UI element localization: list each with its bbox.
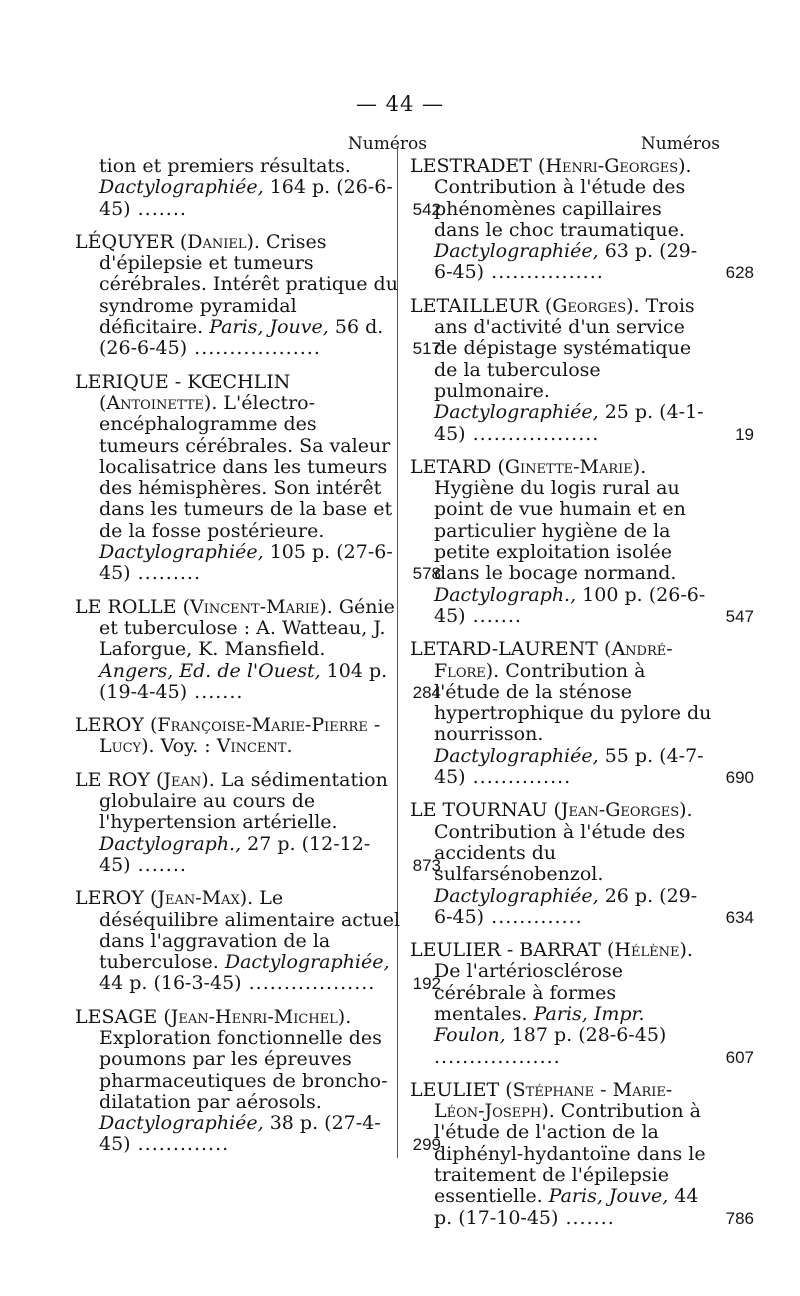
- entry-publisher: Dactylographiée,: [434, 401, 599, 424]
- entry-leader-dots: ..................: [187, 337, 321, 360]
- entry-number: 628: [725, 263, 754, 283]
- entry-title: Contribution à l'étude des phénomènes capillaires dans le choc traumatique.: [434, 176, 686, 241]
- entry-title: tion et premiers résultats.: [99, 155, 351, 177]
- entry-author-given-names: (André-Flore).: [434, 638, 673, 682]
- entry-publisher: Dactylographiée,: [99, 1112, 264, 1135]
- entry-leader-dots: .............: [484, 905, 583, 928]
- entry-author-given-names: (Daniel).: [179, 230, 260, 253]
- entry-text: [75, 888, 401, 994]
- entry-title: La sédimentation globulaire au cours de l'hypertension artérielle.: [99, 768, 388, 834]
- catalog-entry: [75, 230, 441, 360]
- entry-text: [410, 156, 712, 284]
- entry-number: 873: [412, 855, 441, 875]
- entry-pages-date: 55 p. (4-7-45): [434, 744, 704, 789]
- catalog-entry: [75, 887, 441, 995]
- entry-number: 542: [412, 199, 441, 219]
- entry-author-given-names: (Jean-Georges).: [553, 799, 693, 822]
- entry-pages-date: Vincent.: [216, 735, 293, 758]
- entry-publisher: Dactylographiée,: [434, 884, 599, 907]
- entry-author-given-names: (Hélène).: [607, 939, 693, 962]
- entry-pages-date: 100 p. (26-6-45): [434, 583, 706, 627]
- entry-title: Contribution à l'étude de l'action de la diphényl-hydantoïne dans le traitement de l'épilepsie essentielle.: [434, 1100, 706, 1208]
- catalog-entry: [410, 155, 754, 284]
- catalog-entry: [410, 638, 754, 789]
- entry-leader-dots: .........: [130, 562, 201, 585]
- entry-title: Trois ans d'activité d'un service de dépistage systématique de la tuberculose pulmonaire.: [434, 294, 695, 402]
- entry-number: 578: [412, 564, 441, 584]
- entry-publisher: Dactylographiée,: [434, 240, 599, 263]
- entry-leader-dots: .......: [558, 1206, 615, 1229]
- entry-number: 284: [412, 682, 441, 702]
- entry-number: 634: [725, 907, 754, 927]
- entry-author-given-names: (Jean-Henri-Michel).: [163, 1005, 352, 1028]
- entry-pages-date: 26 p. (29-6-45): [434, 884, 698, 928]
- entry-title: De l'artériosclérose cérébrale à formes mentales.: [434, 960, 623, 1025]
- entry-list: [410, 155, 754, 1229]
- entry-author-surname: LE ROLLE: [75, 595, 177, 618]
- entry-text: [410, 296, 712, 445]
- entry-leader-dots: ..............: [465, 766, 572, 789]
- entry-publisher: Angers, Ed. de l'Ouest,: [99, 659, 321, 682]
- catalog-entry: [410, 455, 754, 627]
- entry-publisher: Dactylographiée,: [99, 176, 264, 199]
- left-column: [75, 134, 441, 1168]
- entry-list: [75, 155, 441, 1156]
- catalog-entry: [75, 715, 401, 758]
- entry-author-surname: LEROY: [75, 714, 144, 737]
- entry-title: L'électro-encéphalogramme des tumeurs cérébrales. Sa valeur localisatrice dans les tumeurs des hémisphères. Son intérêt dans les tumeurs de la base et de la fosse postérieure.: [99, 391, 393, 542]
- catalog-entry: [410, 1078, 754, 1229]
- entry-author-given-names: (Jean-Max).: [149, 887, 254, 910]
- entry-pages-date: 56 d. (26-6-45): [99, 316, 384, 360]
- entry-leader-dots: ..................: [241, 972, 376, 995]
- column-header: Numéros: [347, 134, 427, 154]
- entry-title: Le déséquilibre alimentaire actuel dans l'aggravation de la tuberculose.: [99, 887, 401, 974]
- catalog-entry: [75, 768, 441, 876]
- entry-author-surname: LE ROY: [75, 768, 150, 791]
- entry-author-surname: LETARD: [410, 455, 492, 478]
- entry-pages-date: 63 p. (29-6-45): [434, 240, 698, 284]
- entry-title: Hygiène du logis rural au point de vue humain et en particulier hygiène de la petite exploitation isolée dans le bocage normand.: [434, 477, 686, 585]
- entry-title: Crises d'épilepsie et tumeurs cérébrales. Intérêt pratique du syndrome pyramidal déficitaire.: [99, 230, 398, 339]
- catalog-entry: [75, 1005, 441, 1156]
- entry-author-given-names: (Ginette-Marie).: [497, 455, 647, 478]
- entry-author-given-names: (Henri-Georges).: [538, 155, 692, 177]
- entry-number: 690: [725, 768, 754, 788]
- entry-text: [75, 156, 401, 220]
- entry-publisher: Paris, Jouve,: [548, 1185, 669, 1208]
- entry-pages-date: 44 p. (16-3-45): [99, 972, 242, 995]
- entry-leader-dots: ..................: [434, 1045, 561, 1068]
- entry-leader-dots: ..................: [465, 422, 600, 445]
- catalog-entry: [75, 370, 441, 585]
- entry-author-surname: LÉQUYER: [75, 230, 174, 253]
- entry-text: [410, 639, 712, 788]
- entry-pages-date: 38 p. (27-4-45): [99, 1112, 381, 1156]
- right-column: [410, 134, 754, 1241]
- entry-number: 192: [412, 974, 441, 994]
- entry-leader-dots: .......: [465, 604, 522, 627]
- entry-publisher: Dactylograph.,: [434, 583, 577, 606]
- catalog-entry: [410, 799, 754, 928]
- entry-author-given-names: (Françoise-Marie-Pierre - Lucy).: [99, 714, 381, 758]
- entry-text: [410, 457, 712, 627]
- entry-author-given-names: (Antoinette).: [99, 391, 218, 414]
- page-number: — 44 —: [355, 92, 445, 116]
- entry-title: Voy. :: [154, 735, 217, 758]
- entry-text: [75, 1007, 401, 1156]
- entry-title: Contribution à l'étude des accidents du sulfarsénobenzol.: [434, 820, 686, 886]
- entry-pages-date: 104 p. (19-4-45): [99, 659, 388, 703]
- entry-pages-date: 164 p. (26-6-45): [99, 176, 393, 220]
- entry-pages-date: 27 p. (12-12-45): [99, 832, 371, 876]
- entry-author-surname: LEULIER - BARRAT: [410, 939, 601, 962]
- entry-author-surname: LEULIET: [410, 1078, 500, 1101]
- entry-leader-dots: .......: [130, 853, 187, 876]
- entry-number: 607: [725, 1047, 754, 1067]
- entry-number: 517: [412, 339, 441, 359]
- entry-text: [410, 800, 712, 928]
- entry-text: [410, 1080, 712, 1229]
- entry-number: 19: [735, 424, 754, 444]
- entry-text: [75, 770, 401, 876]
- entry-publisher: Dactylograph.,: [99, 832, 242, 855]
- entry-author-surname: LEROY: [75, 887, 144, 910]
- entry-leader-dots: .............: [130, 1133, 230, 1156]
- catalog-entry: [410, 294, 754, 445]
- entry-author-surname: LESAGE: [75, 1005, 158, 1028]
- entry-author-given-names: (Vincent-Marie).: [182, 595, 333, 618]
- entry-text: [75, 372, 401, 585]
- entry-leader-dots: .......: [130, 197, 187, 220]
- entry-title: Exploration fonctionnelle des poumons par les épreuves pharmaceutiques de broncho-dilatation par aérosols.: [99, 1026, 388, 1113]
- entry-publisher: Paris, Impr. Foulon,: [434, 1002, 645, 1047]
- entry-leader-dots: ................: [484, 261, 604, 284]
- entry-author-surname: LETAILLEUR: [410, 294, 539, 317]
- entry-number: 786: [725, 1208, 754, 1228]
- entry-author-given-names: (Jean).: [156, 768, 215, 791]
- entry-author-surname: LESTRADET: [410, 155, 532, 177]
- catalog-entry: [75, 595, 441, 703]
- entry-author-given-names: (Stéphane - Marie-Léon-Joseph).: [434, 1078, 673, 1123]
- entry-number: 547: [725, 606, 754, 626]
- entry-pages-date: 187 p. (28-6-45): [505, 1024, 667, 1047]
- entry-pages-date: 44 p. (17-10-45): [434, 1185, 699, 1229]
- entry-number: 299: [412, 1135, 441, 1155]
- entry-publisher: Paris, Jouve,: [209, 316, 329, 339]
- entry-publisher: Dactylographiée,: [224, 951, 390, 974]
- entry-author-surname: LETARD-LAURENT: [410, 638, 598, 661]
- entry-text: [75, 597, 401, 703]
- entry-text: [75, 232, 401, 360]
- entry-leader-dots: .......: [187, 680, 244, 703]
- entry-title: Génie et tuberculose : A. Watteau, J. Laforgue, K. Mansfield.: [99, 595, 395, 661]
- entry-title: Contribution à l'étude de la sténose hypertrophique du pylore du nourrisson.: [434, 659, 712, 746]
- entry-pages-date: 105 p. (27-6-45): [99, 541, 393, 585]
- catalog-entry: [410, 939, 754, 1068]
- catalog-entry: [75, 155, 441, 220]
- entry-publisher: Dactylographiée,: [99, 541, 264, 564]
- entry-text: [75, 715, 401, 758]
- entry-pages-date: 25 p. (4-1-45): [434, 401, 704, 445]
- column-header: Numéros: [640, 134, 720, 154]
- entry-author-surname: LERIQUE - KŒCHLIN: [75, 370, 291, 393]
- entry-publisher: Dactylographiée,: [434, 744, 599, 767]
- entry-author-given-names: (Georges).: [544, 294, 640, 317]
- entry-author-surname: LE TOURNAU: [410, 799, 548, 822]
- entry-text: [410, 940, 712, 1068]
